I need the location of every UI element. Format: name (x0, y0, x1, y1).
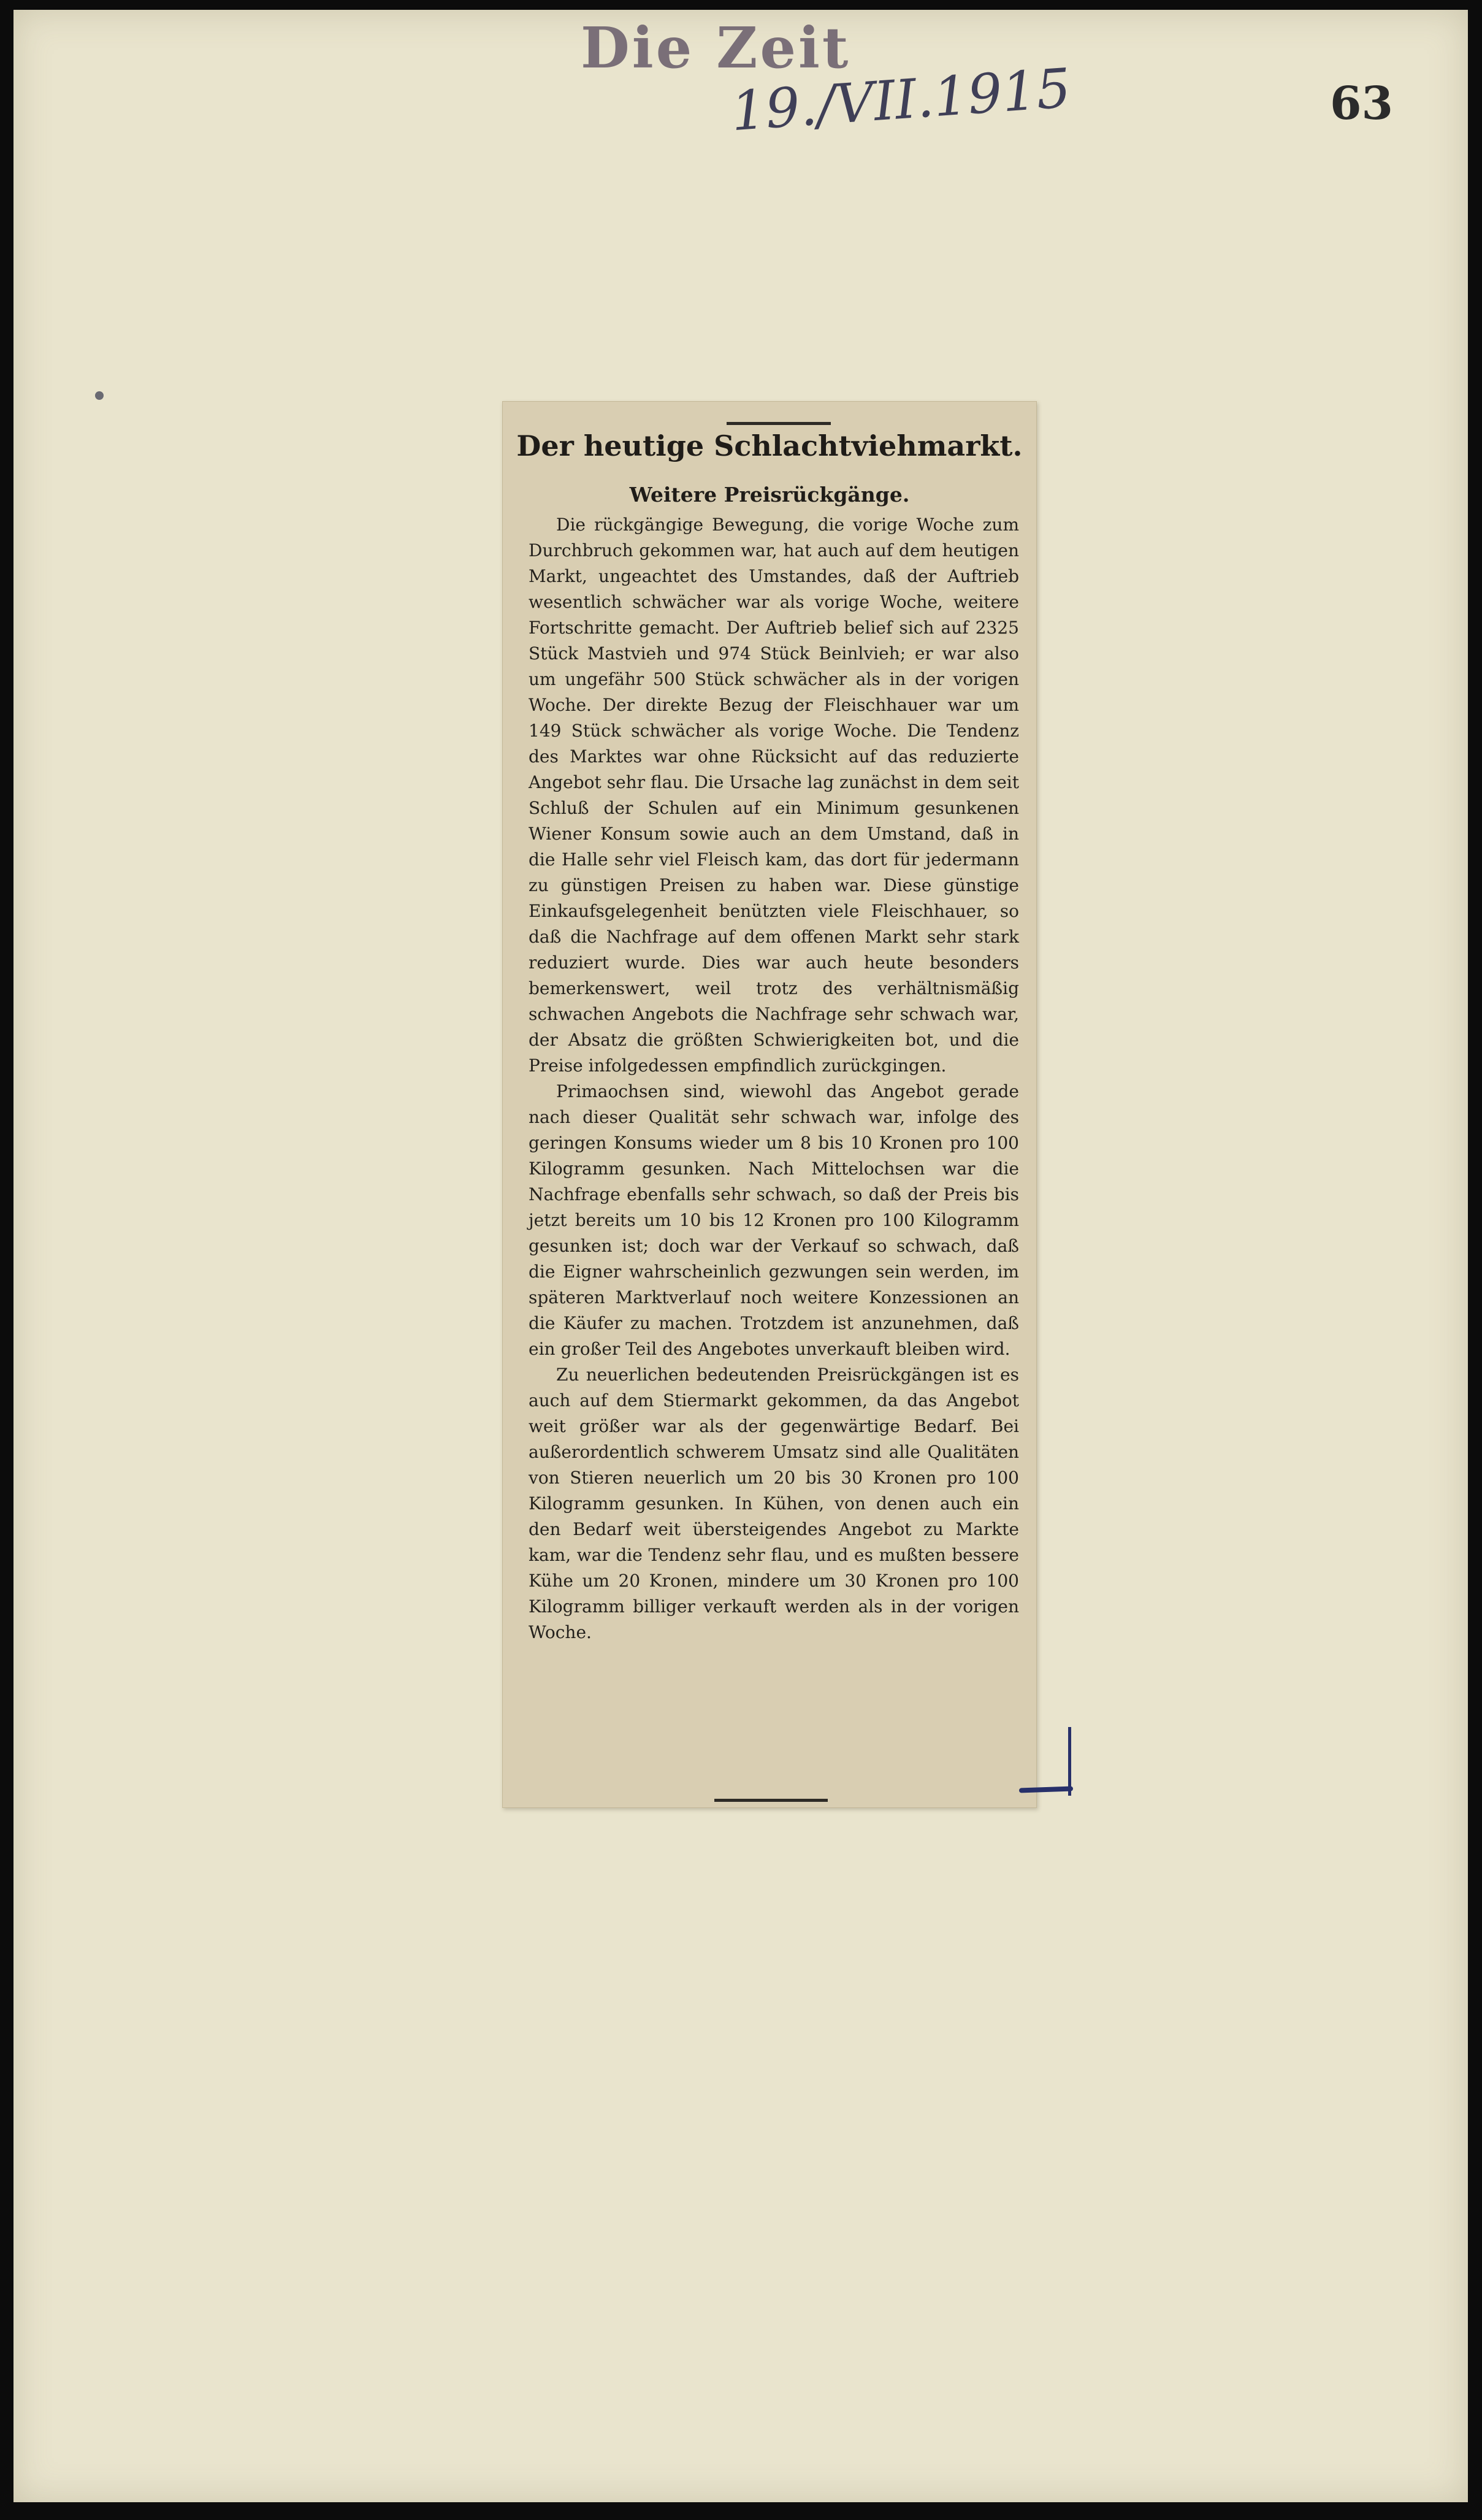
archive-sheet (13, 10, 1468, 2502)
article-paragraph: Die rückgängige Bewegung, die vorige Woche zum Durchbruch gekommen war, hat auch auf dem heutigen Markt, ungeachtet des Umstandes, daß der Auftrieb wesentlich schwächer war als vorige Woche, weitere Fortschritte gemacht. Der Auftrieb belief sich auf 2325 Stück Mastvieh und 974 Stück Beinlvieh; er war also um ungefähr 500 Stück schwächer als in der vorigen Woche. Der direkte Bezug der Fleischhauer war um 149 Stück schwächer als vorige Woche. Die Tendenz des Marktes war ohne Rücksicht auf das reduzierte Angebot sehr flau. Die Ursache lag zunächst in dem seit Schluß der Schulen auf ein Minimum gesunkenen Wiener Konsum sowie auch an dem Umstand, daß in die Halle sehr viel Fleisch kam, das dort für jedermann zu günstigen Preisen zu haben war. Diese günstige Einkaufsgelegenheit benützten viele Fleischhauer, so daß die Nachfrage auf dem offenen Markt sehr stark reduziert wurde. Dies war auch heute besonders bemerkenswert, weil trotz des verhältnismäßig schwachen Angebots die Nachfrage sehr schwach war, der Absatz die größten Schwierigkeiten bot, und die Preise infolgedessen empfindlich zurückgingen. (529, 515, 1019, 1076)
pencil-mark-underline (1019, 1786, 1073, 1793)
handwritten-date: 19./VII.1915 (729, 56, 1073, 144)
article-body (529, 512, 1019, 1645)
newspaper-clipping (502, 401, 1037, 1808)
bottom-rule (714, 1799, 828, 1802)
article-paragraph: Primaochsen sind, wiewohl das Angebot gerade nach dieser Qualität sehr schwach war, infolge des geringen Konsums wieder um 8 bis 10 Kronen pro 100 Kilogramm gesunken. Nach Mittelochsen war die Nachfrage ebenfalls sehr schwach, so daß der Preis bis jetzt bereits um 10 bis 12 Kronen pro 100 Kilogramm gesunken ist; doch war der Verkauf so schwach, daß die Eigner wahrscheinlich gezwungen sein werden, im späteren Marktverlauf noch weitere Konzessionen an die Käufer zu machen. Trotzdem ist anzunehmen, daß ein großer Teil des Angebotes unverkauft bleiben wird. (529, 1081, 1019, 1359)
article-title: Der heutige Schlachtviehmarkt. (516, 429, 1023, 462)
pencil-mark-vertical (1068, 1727, 1071, 1796)
page-number: 63 (1330, 77, 1393, 130)
article-paragraph: Zu neuerlichen bedeutenden Preisrückgängen ist es auch auf dem Stiermarkt gekommen, da das Angebot weit größer war als der gegenwärtige Bedarf. Bei außerordentlich schwerem Umsatz sind alle Qualitäten von Stieren neuerlich um 20 bis 30 Kronen pro 100 Kilogramm gesunken. In Kühen, von denen auch ein den Bedarf weit übersteigendes Angebot zu Markte kam, war die Tendenz sehr flau, und es mußten bessere Kühe um 20 Kronen, mindere um 30 Kronen pro 100 Kilogramm billiger verkauft werden als in der vorigen Woche. (529, 1365, 1019, 1642)
newspaper-stamp: Die Zeit (581, 15, 851, 81)
top-rule (727, 422, 831, 425)
article-subtitle: Weitere Preisrückgänge. (629, 483, 910, 507)
paper-mark (95, 391, 104, 400)
